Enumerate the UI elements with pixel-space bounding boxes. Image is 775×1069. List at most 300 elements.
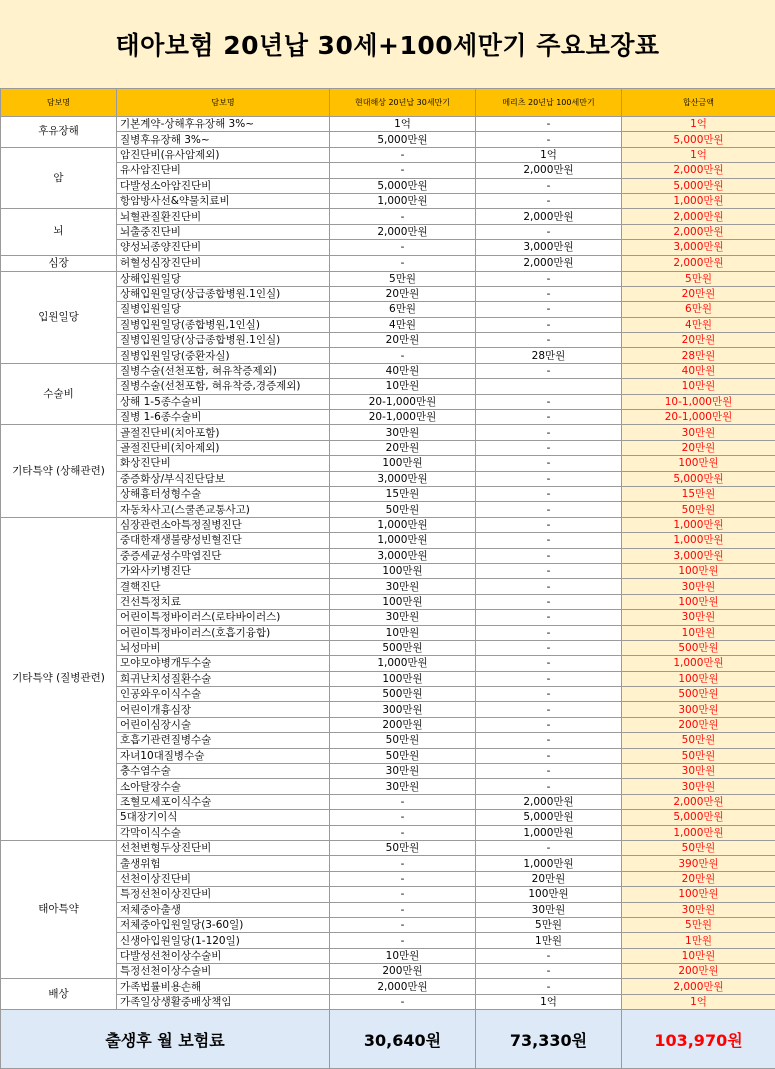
plan-b-value-cell: -	[476, 271, 622, 286]
plan-b-value-cell	[476, 379, 622, 394]
plan-a-value-cell: 300만원	[330, 702, 476, 717]
plan-a-value-cell: 1억	[330, 117, 476, 132]
table-row	[1, 579, 775, 594]
header-category: 담보명	[1, 89, 117, 117]
table-row	[1, 948, 775, 963]
total-value-cell: 10만원	[622, 948, 775, 963]
plan-a-value-cell: 20만원	[330, 333, 476, 348]
category-cell: 기타특약 (질병관련)	[1, 517, 117, 840]
coverage-name-cell: 신생아입원일당(1-120일)	[117, 933, 330, 948]
coverage-name-cell: 기본계약-상해후유장해 3%~	[117, 117, 330, 132]
coverage-name-cell: 질병수술(선천포함, 혀유착증제외)	[117, 363, 330, 378]
plan-a-value-cell: 30만원	[330, 779, 476, 794]
premium-plan-b: 73,330원	[476, 1010, 622, 1069]
table-row	[1, 717, 775, 732]
table-row	[1, 132, 775, 147]
plan-a-value-cell: -	[330, 933, 476, 948]
table-row	[1, 502, 775, 517]
coverage-name-cell: 결핵진단	[117, 579, 330, 594]
plan-b-value-cell: -	[476, 132, 622, 147]
plan-a-value-cell: -	[330, 240, 476, 255]
table-row	[1, 440, 775, 455]
plan-b-value-cell: -	[476, 440, 622, 455]
coverage-name-cell: 암진단비(유사암제외)	[117, 147, 330, 162]
plan-a-value-cell: -	[330, 163, 476, 178]
coverage-name-cell: 중증세균성수막염진단	[117, 548, 330, 563]
total-value-cell: 30만원	[622, 579, 775, 594]
plan-b-value-cell: 20만원	[476, 871, 622, 886]
coverage-name-cell: 어린이특정바이러스(로타바이러스)	[117, 610, 330, 625]
coverage-name-cell: 가족일상생활중배상책임	[117, 994, 330, 1009]
table-row	[1, 917, 775, 932]
plan-a-value-cell: -	[330, 994, 476, 1009]
table-row	[1, 486, 775, 501]
plan-b-value-cell: -	[476, 317, 622, 332]
table-row	[1, 471, 775, 486]
total-value-cell: 5,000만원	[622, 471, 775, 486]
header-plan-a: 현대해상 20년납 30세만기	[330, 89, 476, 117]
table-row	[1, 702, 775, 717]
coverage-name-cell: 양성뇌종양진단비	[117, 240, 330, 255]
coverage-name-cell: 뇌혈관질환진단비	[117, 209, 330, 224]
category-cell: 수술비	[1, 363, 117, 425]
plan-a-value-cell: 200만원	[330, 964, 476, 979]
plan-b-value-cell: 3,000만원	[476, 240, 622, 255]
table-row	[1, 779, 775, 794]
plan-b-value-cell: -	[476, 224, 622, 239]
plan-a-value-cell: 6만원	[330, 302, 476, 317]
total-value-cell: 1,000만원	[622, 533, 775, 548]
total-value-cell: 5만원	[622, 917, 775, 932]
plan-a-value-cell: 500만원	[330, 640, 476, 655]
total-value-cell: 2,000만원	[622, 209, 775, 224]
total-value-cell: 50만원	[622, 733, 775, 748]
table-row	[1, 979, 775, 994]
plan-b-value-cell: -	[476, 779, 622, 794]
total-value-cell: 30만원	[622, 610, 775, 625]
coverage-name-cell: 호흡기관련질병수술	[117, 733, 330, 748]
header-row	[1, 89, 775, 117]
plan-b-value-cell: -	[476, 964, 622, 979]
coverage-name-cell: 소아탈장수술	[117, 779, 330, 794]
table-row	[1, 640, 775, 655]
total-value-cell: 200만원	[622, 717, 775, 732]
plan-a-value-cell: 30만원	[330, 579, 476, 594]
coverage-name-cell: 저체중아입원일당(3-60일)	[117, 917, 330, 932]
plan-b-value-cell: 5만원	[476, 917, 622, 932]
total-value-cell: 1억	[622, 147, 775, 162]
category-cell: 심장	[1, 255, 117, 271]
plan-a-value-cell: 5,000만원	[330, 132, 476, 147]
coverage-name-cell: 중대한재생불량성빈혈진단	[117, 533, 330, 548]
total-value-cell: 2,000만원	[622, 979, 775, 994]
plan-a-value-cell: 50만원	[330, 748, 476, 763]
plan-b-value-cell: -	[476, 178, 622, 193]
plan-b-value-cell: -	[476, 394, 622, 409]
table-row	[1, 147, 775, 162]
total-value-cell: 5,000만원	[622, 810, 775, 825]
coverage-name-cell: 심장관련소아특정질병진단	[117, 517, 330, 532]
premium-total: 103,970원	[622, 1010, 775, 1069]
total-value-cell: 2,000만원	[622, 163, 775, 178]
coverage-name-cell: 질병후유장해 3%~	[117, 132, 330, 147]
total-value-cell: 100만원	[622, 594, 775, 609]
total-value-cell: 2,000만원	[622, 255, 775, 271]
total-value-cell: 20-1,000만원	[622, 410, 775, 425]
plan-b-value-cell: -	[476, 671, 622, 686]
plan-b-value-cell: -	[476, 471, 622, 486]
plan-a-value-cell: -	[330, 871, 476, 886]
plan-b-value-cell: 1,000만원	[476, 856, 622, 871]
coverage-name-cell: 다발성선천이상수술비	[117, 948, 330, 963]
plan-a-value-cell: -	[330, 887, 476, 902]
total-value-cell: 1,000만원	[622, 656, 775, 671]
total-value-cell: 5,000만원	[622, 178, 775, 193]
total-value-cell: 10만원	[622, 625, 775, 640]
table-row	[1, 810, 775, 825]
table-row	[1, 764, 775, 779]
premium-row	[1, 1010, 775, 1069]
table-row	[1, 687, 775, 702]
plan-a-value-cell: 2,000만원	[330, 224, 476, 239]
plan-b-value-cell: 1억	[476, 994, 622, 1009]
table-row	[1, 394, 775, 409]
total-value-cell: 1,000만원	[622, 825, 775, 840]
plan-a-value-cell: 100만원	[330, 671, 476, 686]
plan-b-value-cell: -	[476, 286, 622, 301]
coverage-name-cell: 뇌성마비	[117, 640, 330, 655]
coverage-name-cell: 상해 1-5종수술비	[117, 394, 330, 409]
table-row	[1, 671, 775, 686]
plan-a-value-cell: 10만원	[330, 625, 476, 640]
plan-a-value-cell: 30만원	[330, 610, 476, 625]
plan-b-value-cell: -	[476, 517, 622, 532]
total-value-cell: 3,000만원	[622, 240, 775, 255]
header-coverage: 담보명	[117, 89, 330, 117]
table-row	[1, 794, 775, 809]
plan-a-value-cell: 10만원	[330, 379, 476, 394]
plan-b-value-cell: -	[476, 193, 622, 208]
table-row	[1, 255, 775, 271]
plan-b-value-cell: 28만원	[476, 348, 622, 363]
total-value-cell: 2,000만원	[622, 794, 775, 809]
plan-a-value-cell: -	[330, 902, 476, 917]
table-row	[1, 348, 775, 363]
plan-a-value-cell: -	[330, 209, 476, 224]
plan-b-value-cell: -	[476, 594, 622, 609]
table-row	[1, 456, 775, 471]
plan-b-value-cell: -	[476, 302, 622, 317]
total-value-cell: 50만원	[622, 502, 775, 517]
coverage-name-cell: 질병입원일당	[117, 302, 330, 317]
plan-a-value-cell: 1,000만원	[330, 533, 476, 548]
plan-a-value-cell: 3,000만원	[330, 548, 476, 563]
plan-b-value-cell: -	[476, 333, 622, 348]
coverage-name-cell: 건선특정치료	[117, 594, 330, 609]
total-value-cell: 100만원	[622, 456, 775, 471]
total-value-cell: 1억	[622, 994, 775, 1009]
total-value-cell: 20만원	[622, 333, 775, 348]
plan-b-value-cell: -	[476, 748, 622, 763]
coverage-name-cell: 화상진단비	[117, 456, 330, 471]
table-row	[1, 193, 775, 208]
table-row	[1, 656, 775, 671]
coverage-name-cell: 골절진단비(치아포함)	[117, 425, 330, 440]
total-value-cell: 200만원	[622, 964, 775, 979]
plan-a-value-cell: -	[330, 917, 476, 932]
table-row	[1, 871, 775, 886]
plan-a-value-cell: 100만원	[330, 563, 476, 578]
table-row	[1, 594, 775, 609]
plan-b-value-cell: -	[476, 548, 622, 563]
plan-b-value-cell: -	[476, 563, 622, 578]
plan-b-value-cell: -	[476, 625, 622, 640]
plan-a-value-cell: -	[330, 348, 476, 363]
plan-a-value-cell: 5,000만원	[330, 178, 476, 193]
coverage-name-cell: 선천이상진단비	[117, 871, 330, 886]
coverage-name-cell: 선천변형두상진단비	[117, 840, 330, 855]
plan-b-value-cell: -	[476, 579, 622, 594]
table-body	[1, 117, 775, 1010]
plan-a-value-cell: 20-1,000만원	[330, 394, 476, 409]
coverage-name-cell: 상해흉터성형수술	[117, 486, 330, 501]
table-row	[1, 994, 775, 1009]
total-value-cell: 30만원	[622, 425, 775, 440]
header-total: 합산금액	[622, 89, 775, 117]
coverage-name-cell: 허혈성심장진단비	[117, 255, 330, 271]
total-value-cell: 5만원	[622, 271, 775, 286]
category-cell: 입원일당	[1, 271, 117, 363]
plan-a-value-cell: 100만원	[330, 456, 476, 471]
total-value-cell: 28만원	[622, 348, 775, 363]
table-row	[1, 178, 775, 193]
plan-a-value-cell: -	[330, 255, 476, 271]
total-value-cell: 1,000만원	[622, 517, 775, 532]
plan-a-value-cell: 40만원	[330, 363, 476, 378]
plan-a-value-cell: 200만원	[330, 717, 476, 732]
coverage-name-cell: 어린이심장시술	[117, 717, 330, 732]
premium-plan-a: 30,640원	[330, 1010, 476, 1069]
coverage-name-cell: 5대장기이식	[117, 810, 330, 825]
coverage-name-cell: 모야모야병개두수술	[117, 656, 330, 671]
plan-a-value-cell: 10만원	[330, 948, 476, 963]
premium-label: 출생후 월 보험료	[1, 1010, 330, 1069]
coverage-name-cell: 질병입원일당(상급종합병원.1인실)	[117, 333, 330, 348]
total-value-cell: 1억	[622, 117, 775, 132]
category-cell: 암	[1, 147, 117, 209]
plan-b-value-cell: 2,000만원	[476, 163, 622, 178]
plan-b-value-cell: -	[476, 486, 622, 501]
table-row	[1, 964, 775, 979]
plan-b-value-cell: -	[476, 410, 622, 425]
plan-b-value-cell: -	[476, 640, 622, 655]
table-row	[1, 379, 775, 394]
coverage-name-cell: 각막이식수술	[117, 825, 330, 840]
plan-a-value-cell: 30만원	[330, 425, 476, 440]
plan-b-value-cell: -	[476, 687, 622, 702]
plan-a-value-cell: 1,000만원	[330, 656, 476, 671]
total-value-cell: 4만원	[622, 317, 775, 332]
coverage-name-cell: 뇌출중진단비	[117, 224, 330, 239]
plan-b-value-cell: -	[476, 502, 622, 517]
table-row	[1, 163, 775, 178]
plan-a-value-cell: 4만원	[330, 317, 476, 332]
table-row	[1, 563, 775, 578]
plan-b-value-cell: 100만원	[476, 887, 622, 902]
coverage-name-cell: 충수염수술	[117, 764, 330, 779]
table-row	[1, 317, 775, 332]
category-cell: 배상	[1, 979, 117, 1010]
plan-b-value-cell: 30만원	[476, 902, 622, 917]
coverage-name-cell: 다발성소아암진단비	[117, 178, 330, 193]
plan-b-value-cell: -	[476, 717, 622, 732]
total-value-cell: 20만원	[622, 440, 775, 455]
total-value-cell: 500만원	[622, 687, 775, 702]
total-value-cell: 20만원	[622, 286, 775, 301]
total-value-cell: 100만원	[622, 887, 775, 902]
coverage-name-cell: 항암방사선&약물치료비	[117, 193, 330, 208]
total-value-cell: 2,000만원	[622, 224, 775, 239]
table-row	[1, 224, 775, 239]
table-row	[1, 548, 775, 563]
total-value-cell: 390만원	[622, 856, 775, 871]
plan-b-value-cell: 5,000만원	[476, 810, 622, 825]
table-row	[1, 856, 775, 871]
total-value-cell: 5,000만원	[622, 132, 775, 147]
plan-a-value-cell: -	[330, 825, 476, 840]
plan-a-value-cell: 5만원	[330, 271, 476, 286]
category-cell: 후유장해	[1, 117, 117, 148]
total-value-cell: 40만원	[622, 363, 775, 378]
coverage-name-cell: 질병 1-6종수술비	[117, 410, 330, 425]
table-row	[1, 533, 775, 548]
coverage-name-cell: 질병입원일당(중환자실)	[117, 348, 330, 363]
header-plan-b: 메리츠 20년납 100세만기	[476, 89, 622, 117]
table-row	[1, 887, 775, 902]
coverage-name-cell: 특정선천이상수술비	[117, 964, 330, 979]
total-value-cell: 3,000만원	[622, 548, 775, 563]
table-row	[1, 302, 775, 317]
coverage-name-cell: 질병수술(선천포함, 혀유착증,경증제외)	[117, 379, 330, 394]
plan-b-value-cell: -	[476, 425, 622, 440]
table-row	[1, 117, 775, 132]
plan-a-value-cell: 50만원	[330, 840, 476, 855]
plan-a-value-cell: 2,000만원	[330, 979, 476, 994]
total-value-cell: 500만원	[622, 640, 775, 655]
table-row	[1, 625, 775, 640]
total-value-cell: 300만원	[622, 702, 775, 717]
plan-b-value-cell: 1만원	[476, 933, 622, 948]
plan-a-value-cell: 1,000만원	[330, 517, 476, 532]
plan-a-value-cell: 3,000만원	[330, 471, 476, 486]
total-value-cell: 1,000만원	[622, 193, 775, 208]
plan-b-value-cell: -	[476, 948, 622, 963]
plan-a-value-cell: -	[330, 856, 476, 871]
plan-b-value-cell: -	[476, 533, 622, 548]
plan-a-value-cell: 50만원	[330, 502, 476, 517]
plan-a-value-cell: 1,000만원	[330, 193, 476, 208]
coverage-name-cell: 인공와우이식수술	[117, 687, 330, 702]
total-value-cell: 100만원	[622, 563, 775, 578]
coverage-name-cell: 중증화상/부식진단담보	[117, 471, 330, 486]
page-title: 태아보험 20년납 30세+100세만기 주요보장표	[0, 0, 775, 89]
total-value-cell: 30만원	[622, 902, 775, 917]
table-row	[1, 825, 775, 840]
total-value-cell: 1만원	[622, 933, 775, 948]
total-value-cell: 10-1,000만원	[622, 394, 775, 409]
plan-b-value-cell: -	[476, 117, 622, 132]
table-row	[1, 271, 775, 286]
plan-a-value-cell: 20만원	[330, 440, 476, 455]
coverage-name-cell: 상해입원일당	[117, 271, 330, 286]
plan-a-value-cell: -	[330, 810, 476, 825]
coverage-name-cell: 자동차사고(스쿨존교통사고)	[117, 502, 330, 517]
table-row	[1, 209, 775, 224]
total-value-cell: 30만원	[622, 764, 775, 779]
coverage-name-cell: 가족법률비용손해	[117, 979, 330, 994]
plan-b-value-cell: -	[476, 764, 622, 779]
table-row	[1, 286, 775, 301]
plan-a-value-cell: 20만원	[330, 286, 476, 301]
coverage-name-cell: 골절진단비(치아제외)	[117, 440, 330, 455]
coverage-name-cell: 유사암진단비	[117, 163, 330, 178]
total-value-cell: 6만원	[622, 302, 775, 317]
coverage-name-cell: 질병입원일당(종합병원,1인실)	[117, 317, 330, 332]
table-row	[1, 610, 775, 625]
coverage-name-cell: 어린이개흉심장	[117, 702, 330, 717]
plan-b-value-cell: 1억	[476, 147, 622, 162]
plan-b-value-cell: -	[476, 610, 622, 625]
category-cell: 기타특약 (상해관련)	[1, 425, 117, 517]
plan-b-value-cell: -	[476, 702, 622, 717]
category-cell: 태아특약	[1, 840, 117, 979]
coverage-name-cell: 출생위험	[117, 856, 330, 871]
total-value-cell: 50만원	[622, 840, 775, 855]
table-row	[1, 933, 775, 948]
category-cell: 뇌	[1, 209, 117, 255]
plan-a-value-cell: 15만원	[330, 486, 476, 501]
table-row	[1, 733, 775, 748]
coverage-name-cell: 어린이특정바이러스(호흡기융합)	[117, 625, 330, 640]
plan-b-value-cell: -	[476, 363, 622, 378]
coverage-table	[0, 88, 775, 1069]
plan-a-value-cell: 50만원	[330, 733, 476, 748]
coverage-name-cell: 자녀10대질병수술	[117, 748, 330, 763]
plan-b-value-cell: 2,000만원	[476, 209, 622, 224]
plan-a-value-cell: -	[330, 794, 476, 809]
plan-b-value-cell: -	[476, 979, 622, 994]
table-row	[1, 902, 775, 917]
plan-b-value-cell: 1,000만원	[476, 825, 622, 840]
coverage-name-cell: 희귀난치성질환수술	[117, 671, 330, 686]
total-value-cell: 20만원	[622, 871, 775, 886]
plan-a-value-cell: 30만원	[330, 764, 476, 779]
plan-b-value-cell: 2,000만원	[476, 794, 622, 809]
coverage-name-cell: 상해입원일당(상급종합병원.1인실)	[117, 286, 330, 301]
table-row	[1, 410, 775, 425]
total-value-cell: 30만원	[622, 779, 775, 794]
total-value-cell: 100만원	[622, 671, 775, 686]
total-value-cell: 10만원	[622, 379, 775, 394]
coverage-name-cell: 조혈모세포이식수술	[117, 794, 330, 809]
coverage-name-cell: 저체중아출생	[117, 902, 330, 917]
table-row	[1, 840, 775, 855]
table-row	[1, 363, 775, 378]
coverage-name-cell: 가와사키병진단	[117, 563, 330, 578]
total-value-cell: 15만원	[622, 486, 775, 501]
table-row	[1, 517, 775, 532]
total-value-cell: 50만원	[622, 748, 775, 763]
